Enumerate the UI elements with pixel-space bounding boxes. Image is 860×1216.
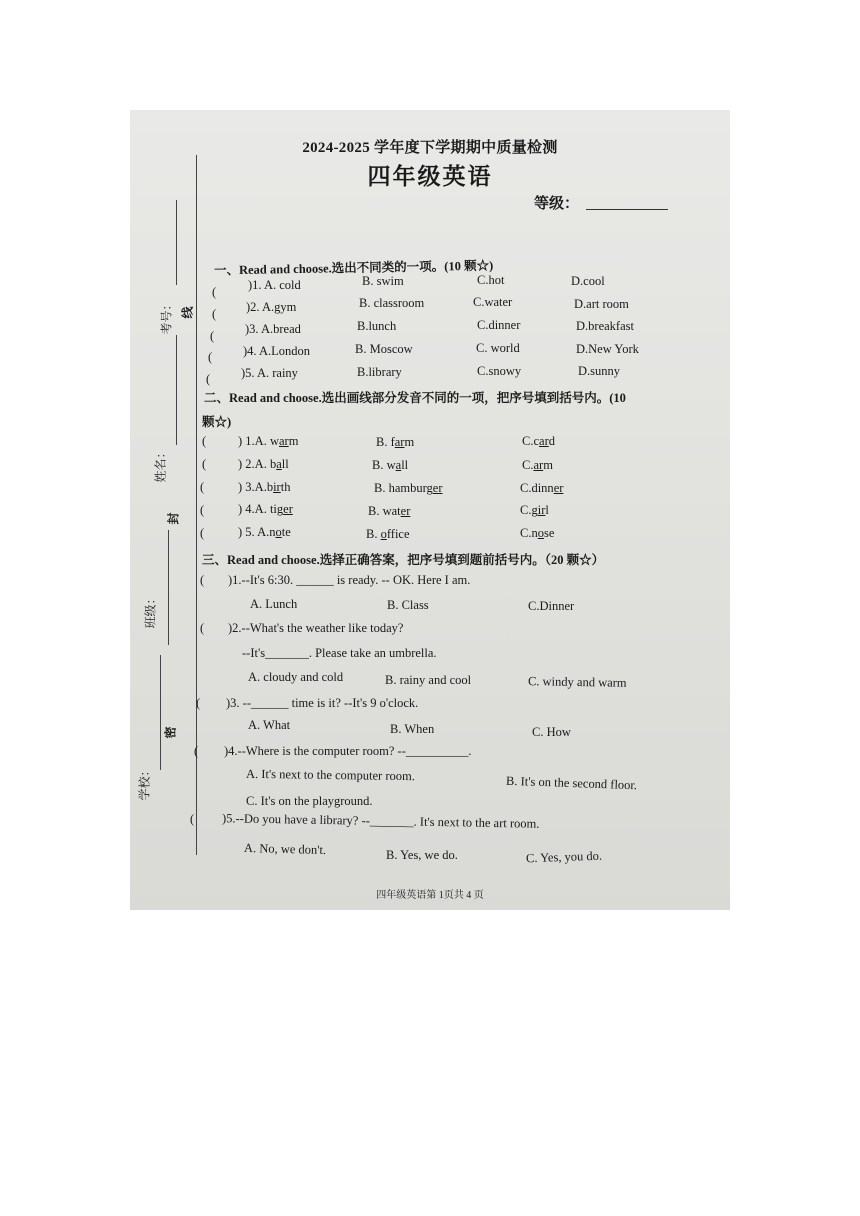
s2-q1-c: C.card xyxy=(522,434,555,448)
s1-q1-b: B. swim xyxy=(362,274,404,288)
s2-q2-a: ) 2.A. ball xyxy=(238,457,289,471)
exam-photo xyxy=(130,110,730,910)
s1-q1-d: D.cool xyxy=(571,274,605,288)
s2-q2-b: B. wall xyxy=(372,458,409,472)
s1-q4-a: )4. A.London xyxy=(243,344,311,358)
page-footer: 四年级英语第 1页共 4 页 xyxy=(376,890,484,901)
s1-q5-c: C.snowy xyxy=(477,364,522,378)
s3-q4-stem: )4.--Where is the computer room? --__________. xyxy=(224,744,472,758)
s3-q2-stem2: --It's_______. Please take an umbrella. xyxy=(242,646,437,660)
s2-q3-c: C.dinner xyxy=(520,481,564,495)
s2-q5-a: ) 5. A.note xyxy=(238,525,291,539)
s1-q5-b: B.library xyxy=(357,365,402,379)
s1-q3-c: C.dinner xyxy=(477,318,521,332)
s1-q4-b: B. Moscow xyxy=(355,342,413,356)
s3-q1-b: B. Class xyxy=(387,598,429,612)
s1-q3-d: D.breakfast xyxy=(576,319,634,333)
s1-q3-a: )3. A.bread xyxy=(245,322,301,336)
s2-q3-b: B. hamburger xyxy=(374,481,443,495)
school-label: 学校： xyxy=(137,764,152,801)
class-label: 班级： xyxy=(143,592,158,629)
s1-q2-c: C.water xyxy=(473,295,513,309)
answer-paren: ( xyxy=(190,812,195,826)
s1-q2-b: B. classroom xyxy=(359,296,425,310)
section2-heading-cont: 颗☆) xyxy=(202,415,232,429)
s3-q2-a: A. cloudy and cold xyxy=(248,670,344,684)
section3-heading: 三、Read and choose.选择正确答案，把序号填到题前括号内。（20 颗☆） xyxy=(202,553,605,567)
answer-paren: ( xyxy=(200,503,205,517)
answer-paren: ( xyxy=(196,696,201,710)
name-label: 姓名： xyxy=(153,446,168,483)
s1-q3-b: B.lunch xyxy=(357,319,397,333)
s3-q1-c: C.Dinner xyxy=(528,599,575,613)
s2-q4-a: ) 4.A. tiger xyxy=(238,502,293,516)
answer-paren: ( xyxy=(194,744,199,758)
s2-q1-b: B. farm xyxy=(376,435,415,449)
s1-q4-c: C. world xyxy=(476,341,520,355)
exam-subject-title: 四年级英语 xyxy=(367,164,493,189)
exam-no-blank xyxy=(176,200,177,285)
s3-q2-stem: )2.--What's the weather like today? xyxy=(228,621,404,635)
s3-q3-a: A. What xyxy=(248,718,291,732)
section2-heading: 二、Read and choose.选出画线部分发音不同的一项，把序号填到括号内。(10 xyxy=(204,391,626,405)
s3-q2-b: B. rainy and cool xyxy=(385,673,472,687)
answer-paren: ( xyxy=(202,434,207,448)
answer-paren: ( xyxy=(208,350,213,364)
s3-q3-stem: )3. --______ time is it? --It's 9 o'clock. xyxy=(226,696,419,710)
answer-paren: ( xyxy=(200,480,205,494)
answer-paren: ( xyxy=(200,621,205,635)
s1-q2-d: D.art room xyxy=(574,297,629,311)
s3-q4-b: B. It's on the second floor. xyxy=(505,773,638,793)
s3-q5-stem: )5.--Do you have a library? --_______. It's next to the art room. xyxy=(221,811,540,831)
exam-no-label: 考号： xyxy=(159,298,174,335)
answer-paren: ( xyxy=(206,372,211,386)
s3-q3-b: B. When xyxy=(390,722,435,736)
s3-q2-c: C. windy and warm xyxy=(527,674,627,690)
s3-q4-c: C. It's on the playground. xyxy=(246,794,373,808)
school-blank xyxy=(160,655,161,770)
answer-paren: ( xyxy=(212,285,217,299)
s2-q2-c: C.arm xyxy=(522,458,553,472)
s1-q4-d: D.New York xyxy=(576,342,639,356)
s2-q5-b: B. office xyxy=(366,527,410,541)
s1-q1-c: C.hot xyxy=(477,273,505,287)
seal-line-mark: 线 xyxy=(180,306,195,319)
answer-paren: ( xyxy=(202,457,207,471)
s2-q4-c: C.girl xyxy=(520,503,549,517)
seal-feng-mark: 封 xyxy=(166,512,181,525)
s3-q5-a: A. No, we don't. xyxy=(243,840,327,858)
grade-label: 等级： xyxy=(534,196,580,212)
answer-paren: ( xyxy=(212,307,217,321)
grade-blank xyxy=(586,209,668,210)
s1-q2-a: )2. A.gym xyxy=(246,300,297,314)
s3-q3-c: C. How xyxy=(532,725,571,739)
answer-paren: ( xyxy=(210,329,215,343)
s3-q4-a: A. It's next to the computer room. xyxy=(245,766,415,784)
s1-q5-a: )5. A. rainy xyxy=(241,366,298,380)
s2-q1-a: ) 1.A. warm xyxy=(238,434,299,448)
section1-heading: 一、Read and choose.选出不同类的一项。(10 颗☆) xyxy=(213,258,494,278)
s1-q1-a: )1. A. cold xyxy=(248,278,301,292)
seal-mi-mark: 密 xyxy=(163,726,178,739)
class-blank xyxy=(168,530,169,645)
s2-q5-c: C.nose xyxy=(520,526,555,540)
name-blank xyxy=(176,335,177,445)
s2-q3-a: ) 3.A.birth xyxy=(238,480,291,494)
s3-q1-stem: )1.--It's 6:30. ______ is ready. -- OK. Here I am. xyxy=(228,573,471,587)
exam-year-title: 2024-2025 学年度下学期期中质量检测 xyxy=(302,140,558,156)
s3-q5-b: B. Yes, we do. xyxy=(386,848,458,862)
s3-q1-a: A. Lunch xyxy=(250,597,298,611)
answer-paren: ( xyxy=(200,573,205,587)
s1-q5-d: D.sunny xyxy=(578,364,621,378)
s3-q5-c: C. Yes, you do. xyxy=(525,848,603,866)
answer-paren: ( xyxy=(200,526,205,540)
s2-q4-b: B. water xyxy=(368,504,411,518)
